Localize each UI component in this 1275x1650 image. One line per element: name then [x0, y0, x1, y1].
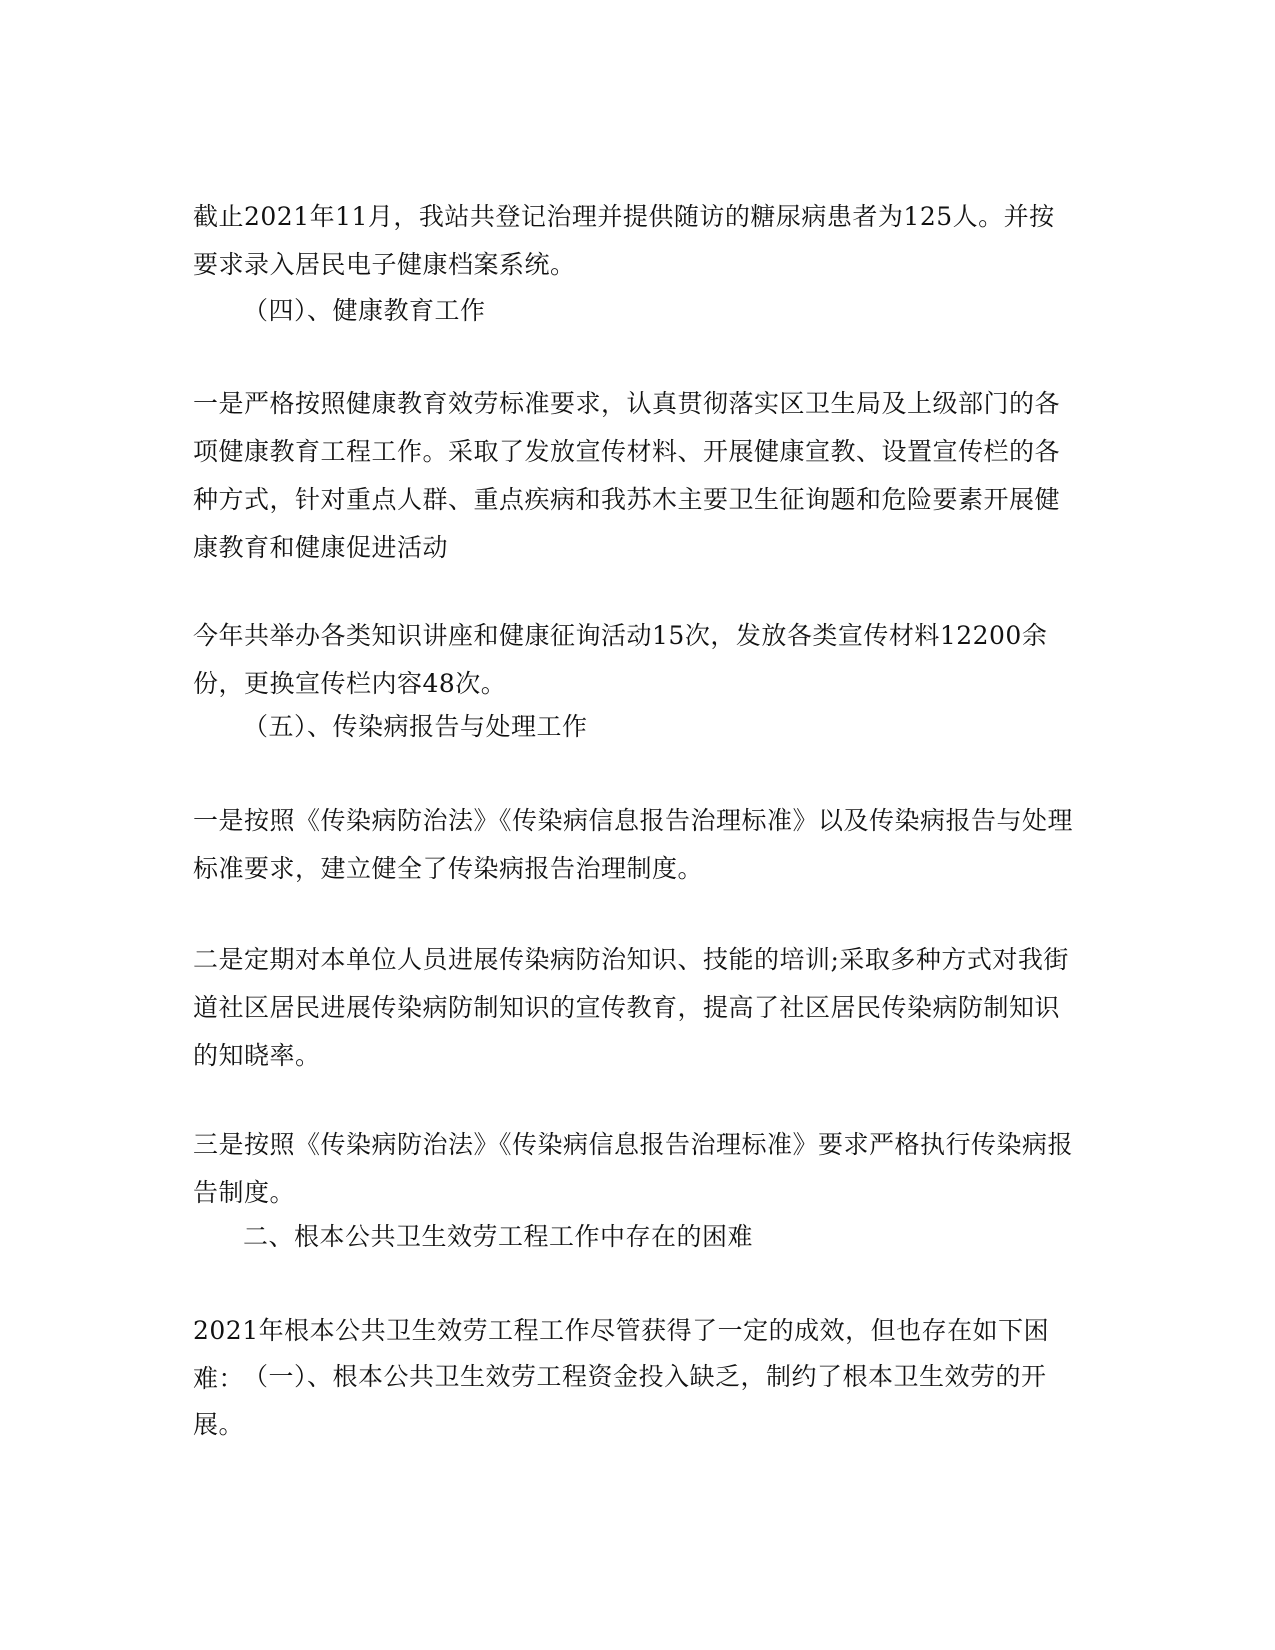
subsection-heading-funding: （一）、根本公共卫生效劳工程资金投入缺乏，制约了根本卫生效劳的开展。: [193, 1362, 1047, 1439]
section-heading-infectious-disease: （五）、传染病报告与处理工作: [243, 712, 588, 741]
paragraph-health-education-standards: 一是严格按照健康教育效劳标准要求，认真贯彻落实区卫生局及上级部门的各项健康教育工程工作。采取了发放宣传材料、开展健康宣教、设置宣传栏的各种方式，针对重点人群、重点疾病和我苏木主要卫生征询题和危险要素开展健康教育和健康促进活动: [193, 389, 1061, 562]
section-heading-difficulties: 二、根本公共卫生效劳工程工作中存在的困难: [243, 1222, 754, 1251]
paragraph-diabetes-followup: 截止2021年11月，我站共登记治理并提供随访的糖尿病患者为125人。并按要求录入居民电子健康档案系统。: [193, 202, 1055, 279]
paragraph-training: 二是定期对本单位人员进展传染病防治知识、技能的培训;采取多种方式对我街道社区居民进展传染病防制知识的宣传教育，提高了社区居民传染病防制知识的知晓率。: [193, 945, 1069, 1070]
paragraph-reporting-system: 一是按照《传染病防治法》《传染病信息报告治理标准》以及传染病报告与处理标准要求，建立健全了传染病报告治理制度。: [193, 806, 1074, 883]
paragraph-difficulties-intro: 2021年根本公共卫生效劳工程工作尽管获得了一定的成效，但也存在如下困难：: [193, 1316, 1050, 1393]
paragraph-reporting-enforcement: 三是按照《传染病防治法》《传染病信息报告治理标准》要求严格执行传染病报告制度。: [193, 1130, 1074, 1207]
paragraph-annual-activities: 今年共举办各类知识讲座和健康征询活动15次，发放各类宣传材料12200余份，更换宣传栏内容48次。: [193, 621, 1048, 698]
section-heading-health-education: （四）、健康教育工作: [243, 296, 486, 325]
